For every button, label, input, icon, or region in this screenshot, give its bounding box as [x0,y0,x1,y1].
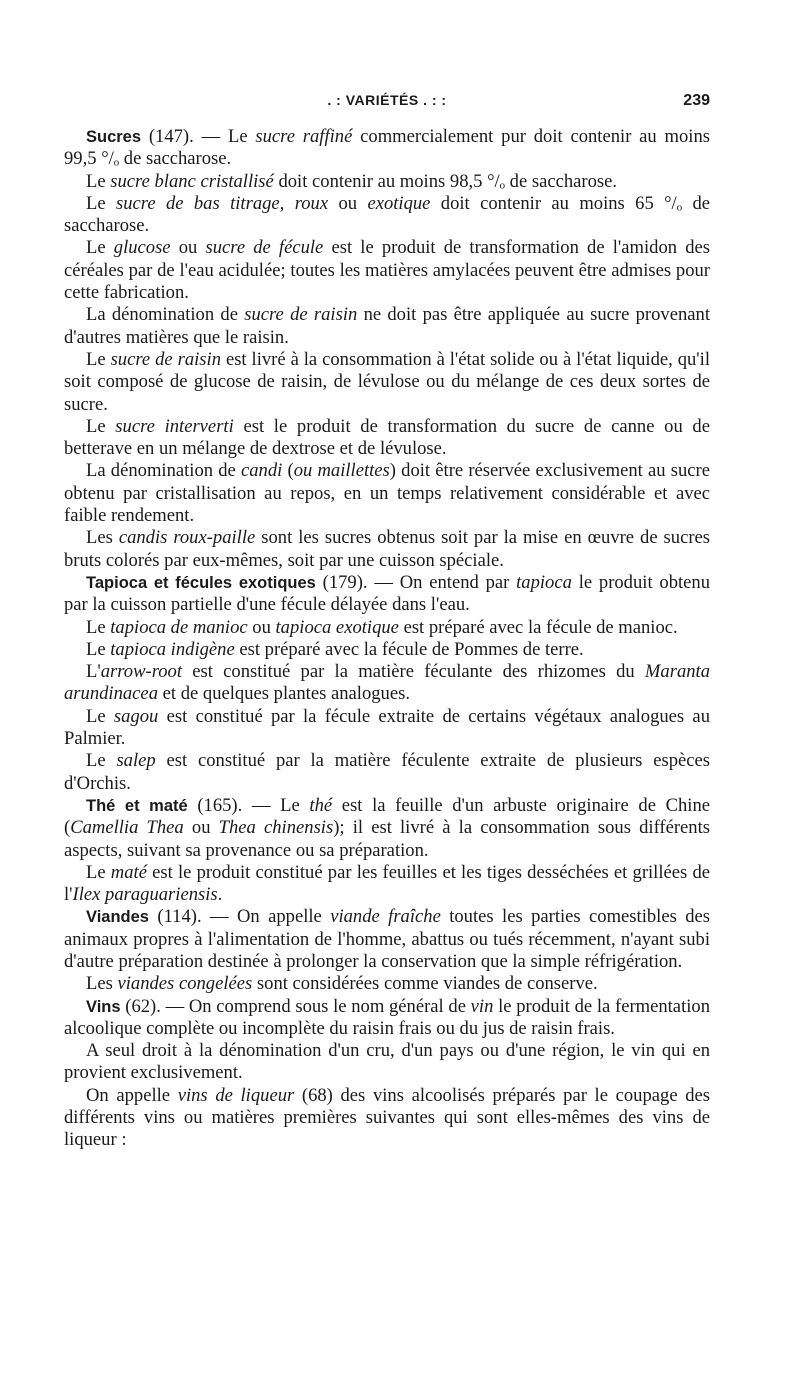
text-run: On appelle [237,906,331,928]
italic-term: sagou [113,705,159,727]
text-run: Le [280,794,310,816]
text-run: Le [86,192,116,214]
text-run: Le [86,750,117,772]
section-reference: (179). — [315,571,400,593]
running-title: . : VARIÉTÉS . : : [327,92,447,108]
page-number: 239 [683,92,710,109]
text-run: Le [86,237,114,259]
section-reference: (62). — [120,995,189,1017]
italic-term: thé [309,794,333,816]
text-run: ne doit pas être appliquée au sucre provenant d'autres matières que le raisin. [64,304,710,348]
section-reference: (165). — [187,794,281,816]
italic-term: sucre de raisin [110,348,221,370]
paragraph [64,416,710,461]
text-run: ); il est livré à la consommation sous différents aspects, suivant sa provenance ou sa préparation. [64,817,711,861]
paragraph [64,862,710,907]
paragraph [64,460,710,527]
paragraph [64,126,710,171]
italic-term: tapioca exotique [275,616,399,638]
text-run: On comprend sous le nom général de [188,995,471,1017]
text-run: est la feuille d'un arbuste originaire de Chine ( [64,794,711,839]
italic-term: maté [110,861,147,883]
text-run: ou [328,192,368,214]
italic-term: arrow-root [100,661,182,683]
text-run: est livré à la consommation à l'état solide ou à l'état liquide, qu'il soit composé de glucose de raisin, de lévulose ou du mélange de ces deux sortes de sucre. [64,348,710,415]
text-run: est constitué par la matière féculente extraite de plusieurs espèces d'Orchis. [64,750,710,794]
text-run: ou [183,817,219,839]
italic-term: exotique [367,192,431,214]
paragraph [64,617,710,639]
text-run: Le [86,415,116,437]
text-run: Le [227,126,256,147]
paragraph [64,193,710,238]
text-run: Le [86,638,111,660]
text-run: doit contenir au moins 65 °/ₒ de saccharose. [64,192,711,237]
text-run: est préparé avec la fécule de manioc. [398,616,678,638]
text-run: est le produit constitué par les feuilles et les tiges desséchées et grillées de l' [64,861,710,906]
text-run: A seul droit à la dénomination d'un cru, d'un pays ou d'une région, le vin qui en provient exclusivement. [64,1040,710,1084]
italic-term: Ilex paraguariensis [72,884,218,906]
paragraph [64,304,710,349]
text-run: et de quelques plantes analogues. [158,683,410,705]
paragraph [64,639,710,661]
text-run: toutes les parties comestibles des animaux propres à l'alimentation de l'homme, abattus ou tués récemment, n'ayant subi d'autre préparation destinée à prolonger la conservation que la simple réfrigération. [64,906,710,972]
text-run: sont les sucres obtenus soit par la mise en œuvre de sucres bruts colorés par eux-mêmes, soit par une cuisson spéciale. [64,527,711,571]
body-text [64,126,710,1152]
text-run: est constitué par la matière féculante des rhizomes du [182,661,645,683]
text-run: La dénomination de [86,304,245,326]
text-run: ou [247,616,276,638]
paragraph [64,750,710,795]
text-run: La dénomination de [86,460,241,482]
paragraph [64,237,710,304]
italic-term: sucre blanc cristallisé [110,170,274,192]
paragraph [64,171,710,193]
text-run: sont considérées comme viandes de conserve. [252,973,598,995]
italic-term: sucre interverti [115,415,234,437]
italic-term: viande fraîche [330,906,441,928]
text-run: ( [282,460,294,482]
section-heading: Sucres [86,128,142,146]
italic-term: viandes congelées [117,973,253,995]
text-run: . [217,884,223,906]
paragraph [64,706,710,751]
paragraph [64,349,710,416]
text-run: (68) des vins alcoolisés préparés par le coupage des différents vins ou matières premières suivantes qui sont elles-mêmes des vins de liqueur : [64,1084,711,1151]
section-heading: Tapioca et fécules exotiques [86,573,316,592]
text-run: ou [170,237,206,259]
italic-term: sucre de bas titrage, roux [116,192,329,214]
text-run: Le [86,170,111,192]
text-run: commercialement pur doit contenir au moins 99,5 °/ₒ de saccharose. [64,126,710,170]
italic-term: sucre de fécule [205,237,324,259]
text-run: Le [86,616,111,638]
section-heading: Vins [86,997,121,1016]
text-run: Le [86,348,111,370]
paragraph [64,906,710,973]
text-run: le produit de la fermentation alcoolique complète ou incomplète du raisin frais ou du jus de raisin frais. [64,995,710,1039]
italic-term: Camellia Thea [70,817,184,839]
section-heading: Thé et maté [86,796,188,815]
text-run: L' [86,661,101,683]
paragraph [64,973,710,995]
section-reference: (114). — [148,906,237,928]
paragraph [64,1040,710,1085]
italic-term: candi [240,460,283,482]
section-heading: Viandes [86,908,149,927]
italic-term: tapioca indigène [110,638,235,660]
italic-term: Maranta arundinacea [64,661,710,705]
text-run: est préparé avec la fécule de Pommes de terre. [234,638,584,660]
paragraph [64,795,710,862]
text-run: est constitué par la fécule extraite de certains végétaux analogues au Palmier. [64,705,710,750]
italic-term: vin [470,995,494,1017]
paragraph [64,661,710,706]
section-reference: (147). — [141,126,228,147]
paragraph [64,527,710,572]
italic-term: tapioca [516,571,572,593]
text-run: est le produit de transformation de l'amidon des céréales par de l'eau acidulée; toutes les matières amylacées peuvent être admises pour cette fabrication. [64,237,710,304]
text-run: ) doit être réservée exclusivement au sucre obtenu par cristallisation au repos, en un temps relativement considérable et avec faible rendement. [64,460,711,527]
text-run: Le [86,705,114,727]
text-run: On entend par [399,571,517,593]
italic-term: tapioca de manioc [110,616,248,638]
italic-term: candis roux-paille [118,527,256,549]
paragraph [64,1085,710,1152]
text-run: Les [86,973,118,995]
italic-term: sucre de raisin [244,304,358,326]
italic-term: ou maillettes [293,460,390,482]
italic-term: vins de liqueur [177,1084,295,1106]
italic-term: salep [116,750,156,772]
page-header [64,92,710,116]
text-run: le produit obtenu par la cuisson partielle d'une fécule délayée dans l'eau. [64,571,710,616]
paragraph [64,996,710,1041]
italic-term: glucose [113,237,171,259]
text-run: est le produit de transformation du sucre de canne ou de betterave en un mélange de dextrose et de lévulose. [64,415,710,460]
italic-term: sucre raffiné [255,126,353,147]
text-run: On appelle [86,1084,178,1106]
paragraph [64,572,710,617]
text-run: doit contenir au moins 98,5 °/ₒ de saccharose. [273,170,618,192]
text-run: Les [86,527,119,549]
text-run: Le [86,861,111,883]
italic-term: Thea chinensis [218,817,334,839]
